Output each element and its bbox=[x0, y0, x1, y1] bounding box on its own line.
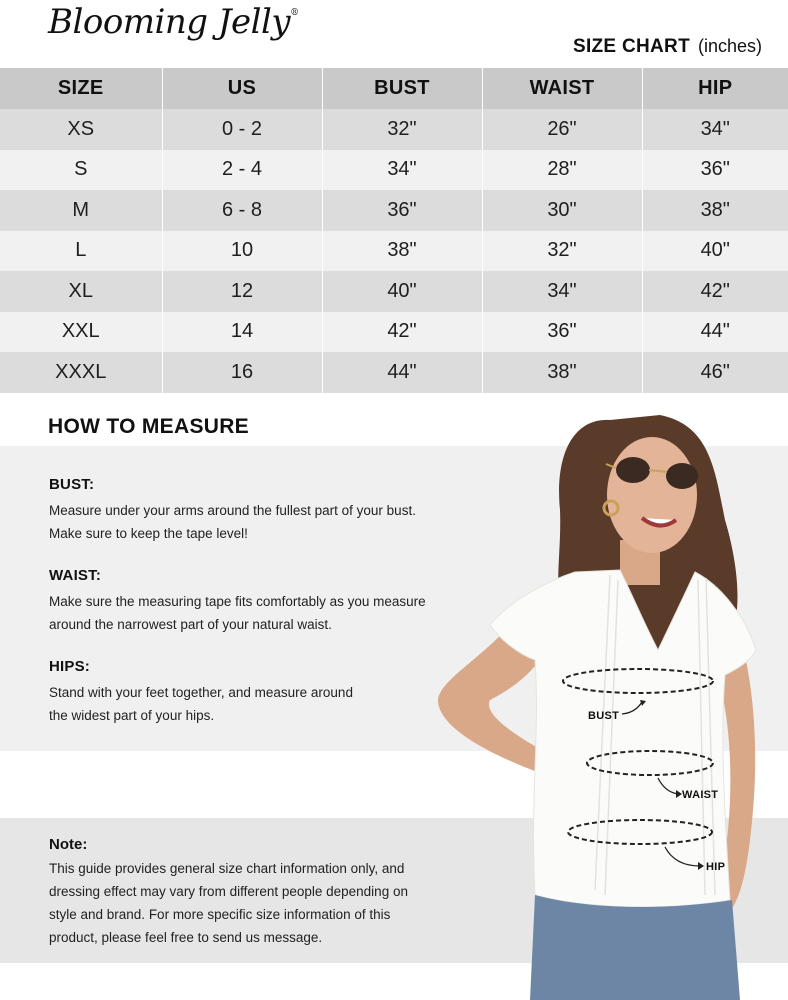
model-figure bbox=[420, 400, 788, 1000]
table-cell-waist: 32" bbox=[482, 231, 642, 272]
waist-instructions bbox=[49, 567, 469, 636]
bust-heading: BUST: bbox=[49, 476, 95, 493]
table-row bbox=[0, 190, 788, 231]
hip-figure-label: HIP bbox=[706, 861, 726, 873]
table-cell-hip: 44" bbox=[642, 312, 788, 353]
table-cell-waist: 34" bbox=[482, 271, 642, 312]
table-cell-bust: 38" bbox=[322, 231, 482, 272]
table-cell-hip: 38" bbox=[642, 190, 788, 231]
table-cell-us: 6 - 8 bbox=[162, 190, 322, 231]
note-section bbox=[49, 836, 469, 949]
size-chart-heading: SIZE CHART bbox=[572, 36, 690, 57]
waist-figure-label: WAIST bbox=[682, 789, 719, 801]
note-line-3: style and brand. For more specific size information of this bbox=[49, 907, 391, 922]
table-cell-us: 10 bbox=[162, 231, 322, 272]
table-row bbox=[0, 352, 788, 393]
column-header-waist: WAIST bbox=[482, 68, 642, 109]
bust-line-2: Make sure to keep the tape level! bbox=[49, 526, 248, 541]
brand-name: Blooming Jelly bbox=[48, 2, 291, 42]
table-header-row bbox=[0, 68, 788, 109]
unit-label: (inches) bbox=[697, 36, 762, 56]
table-cell-waist: 36" bbox=[482, 312, 642, 353]
table-cell-size: M bbox=[0, 190, 162, 231]
table-cell-waist: 26" bbox=[482, 109, 642, 150]
table-cell-size: XS bbox=[0, 109, 162, 150]
table-cell-size: XXXL bbox=[0, 352, 162, 393]
column-header-size: SIZE bbox=[0, 68, 162, 109]
table-cell-us: 12 bbox=[162, 271, 322, 312]
waist-line-1: Make sure the measuring tape fits comfortably as you measure bbox=[49, 594, 426, 609]
waist-line-2: around the narrowest part of your natural waist. bbox=[49, 617, 332, 632]
table-cell-us: 2 - 4 bbox=[162, 150, 322, 191]
table-cell-bust: 44" bbox=[322, 352, 482, 393]
note-line-1: This guide provides general size chart information only, and bbox=[49, 861, 405, 876]
bust-line-1: Measure under your arms around the fullest part of your bust. bbox=[49, 503, 416, 518]
table-row bbox=[0, 312, 788, 353]
table-row bbox=[0, 109, 788, 150]
table-cell-hip: 34" bbox=[642, 109, 788, 150]
table-cell-bust: 42" bbox=[322, 312, 482, 353]
table-cell-hip: 40" bbox=[642, 231, 788, 272]
table-cell-bust: 34" bbox=[322, 150, 482, 191]
table-cell-hip: 42" bbox=[642, 271, 788, 312]
how-to-measure-title: HOW TO MEASURE bbox=[48, 415, 249, 438]
face-shape bbox=[607, 437, 697, 553]
hips-heading: HIPS: bbox=[49, 658, 91, 675]
hips-line-1: Stand with your feet together, and measure around bbox=[49, 685, 353, 700]
waist-heading: WAIST: bbox=[49, 567, 102, 584]
table-cell-waist: 38" bbox=[482, 352, 642, 393]
blouse-shape bbox=[490, 570, 756, 907]
table-cell-size: S bbox=[0, 150, 162, 191]
size-table bbox=[0, 68, 788, 393]
hips-instructions bbox=[49, 658, 469, 727]
brand-logo bbox=[48, 2, 299, 42]
table-cell-bust: 36" bbox=[322, 190, 482, 231]
table-cell-size: XL bbox=[0, 271, 162, 312]
bust-instructions bbox=[49, 476, 469, 545]
table-row bbox=[0, 271, 788, 312]
note-heading: Note: bbox=[49, 836, 88, 853]
trademark-symbol: ® bbox=[290, 8, 299, 18]
table-cell-us: 0 - 2 bbox=[162, 109, 322, 150]
table-row bbox=[0, 231, 788, 272]
column-header-hip: HIP bbox=[642, 68, 788, 109]
note-line-2: dressing effect may vary from different people depending on bbox=[49, 884, 408, 899]
table-cell-size: XXL bbox=[0, 312, 162, 353]
table-cell-bust: 40" bbox=[322, 271, 482, 312]
table-cell-hip: 36" bbox=[642, 150, 788, 191]
hips-line-2: the widest part of your hips. bbox=[49, 708, 215, 723]
size-chart-title bbox=[573, 36, 762, 58]
bust-figure-label: BUST bbox=[588, 710, 620, 722]
table-cell-waist: 30" bbox=[482, 190, 642, 231]
column-header-us: US bbox=[162, 68, 322, 109]
table-cell-us: 14 bbox=[162, 312, 322, 353]
note-line-4: product, please feel free to send us message. bbox=[49, 930, 323, 945]
column-header-bust: BUST bbox=[322, 68, 482, 109]
table-cell-bust: 32" bbox=[322, 109, 482, 150]
table-cell-hip: 46" bbox=[642, 352, 788, 393]
table-cell-us: 16 bbox=[162, 352, 322, 393]
jeans-shape bbox=[530, 895, 740, 1000]
table-row bbox=[0, 150, 788, 191]
table-cell-size: L bbox=[0, 231, 162, 272]
table-cell-waist: 28" bbox=[482, 150, 642, 191]
